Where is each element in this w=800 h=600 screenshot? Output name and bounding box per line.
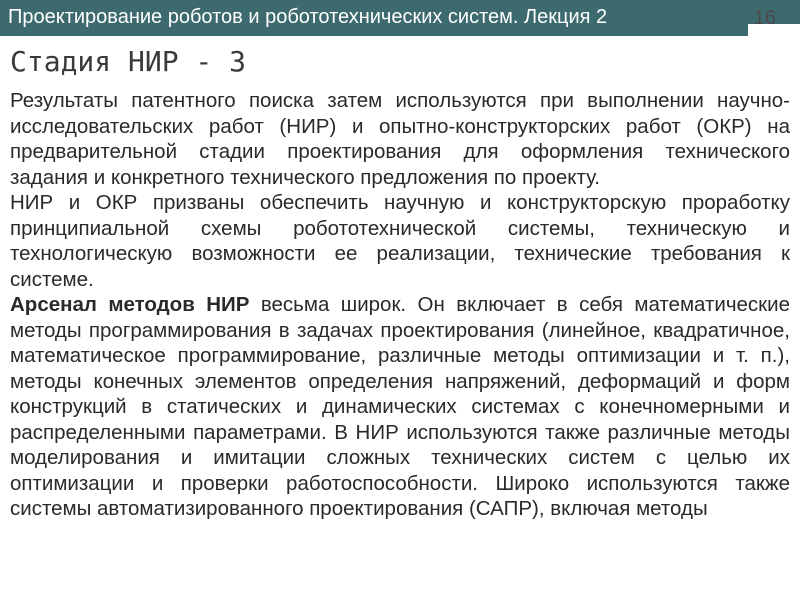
header-bar — [0, 0, 800, 36]
slide-body — [10, 88, 790, 522]
paragraph-3-text: весьма широк. Он включает в себя математические методы программирования в задачах проектирования (линейное, квадратичное, математическое программирование, различные методы оптимизации и т. п.), методы конечных элементов определения напряжений, деформаций и форм конструкций в статических и динамических системах с конечномерными и распределенными параметрами. В НИР используются также различные методы моделирования и имитации сложных технических систем с целью их оптимизации и проверки работоспособности. Широко используются также системы автоматизированного проектирования (САПР), включая методы — [10, 293, 790, 520]
paragraph-3 — [10, 292, 790, 522]
slide-title: Стадия НИР - 3 — [10, 45, 247, 78]
paragraph-2: НИР и ОКР призваны обеспечить научную и конструкторскую проработку принципиальной схемы робототехнической системы, техническую и технологическую возможности ее реализации, технические требования к системе. — [10, 191, 790, 291]
lecture-title: Проектирование роботов и робототехнических систем. Лекция 2 — [8, 6, 608, 28]
paragraph-3-bold: Арсенал методов НИР — [10, 293, 250, 316]
paragraph-1: Результаты патентного поиска затем используются при выполнении научно-исследовательских работ (НИР) и опытно-конструкторских работ (ОКР) на предварительной стадии проектирования для оформления технического задания и конкретного технического предложения по проекту. — [10, 89, 790, 189]
slide-number: 16 — [753, 7, 776, 29]
